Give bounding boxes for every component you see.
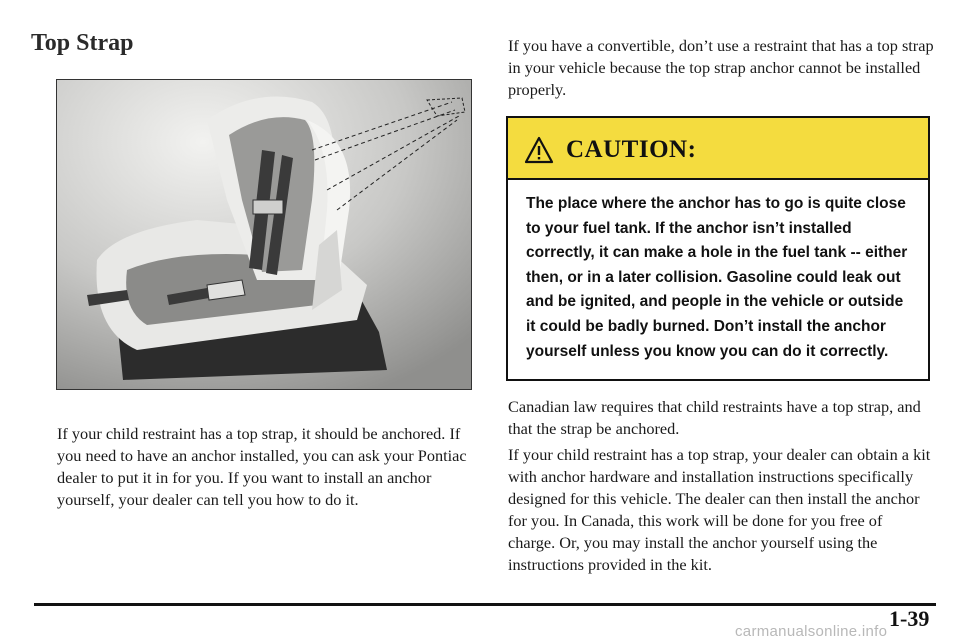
caution-title: CAUTION: bbox=[566, 136, 697, 163]
watermark: carmanualsonline.info bbox=[735, 623, 888, 640]
footer-rule bbox=[34, 603, 936, 606]
canadian-law-paragraph: Canadian law requires that child restraints have a top strap, and that the strap be anchored. bbox=[508, 397, 921, 438]
anchor-kit-paragraph: If your child restraint has a top strap, your dealer can obtain a kit with anchor hardware and installation instructions specifically designed for this vehicle. The dealer can then install the anchor for you. In Canada, this work will be done for you free of charge. Or, you may install the anchor yourself using the instructions provided in the kit. bbox=[508, 445, 931, 574]
child-seat-illustration bbox=[56, 79, 472, 390]
warning-triangle-icon bbox=[524, 136, 554, 164]
caution-text: The place where the anchor has to go is quite close to your fuel tank. If the anchor isn’t installed correctly, it can make a hole in the fuel tank -- either then, or in a later collision. Gasoline could leak out and be ignited, and people in the vehicle or outside it could be badly burned. Don’t install the anchor yourself unless you know you can do it correctly. bbox=[526, 195, 908, 360]
caution-box bbox=[506, 116, 930, 381]
convertible-note: If you have a convertible, don’t use a restraint that has a top strap in your vehicle because the top strap anchor cannot be installed properly. bbox=[508, 36, 934, 99]
section-heading: Top Strap bbox=[31, 30, 134, 56]
caution-header bbox=[508, 118, 928, 180]
left-paragraph: If your child restraint has a top strap, it should be anchored. If you need to have an anchor installed, you can ask your Pontiac dealer to put it in for you. If you want to install an anchor yourself, your dealer can tell you how to do it. bbox=[57, 424, 467, 509]
page-number: 1-39 bbox=[889, 606, 930, 631]
